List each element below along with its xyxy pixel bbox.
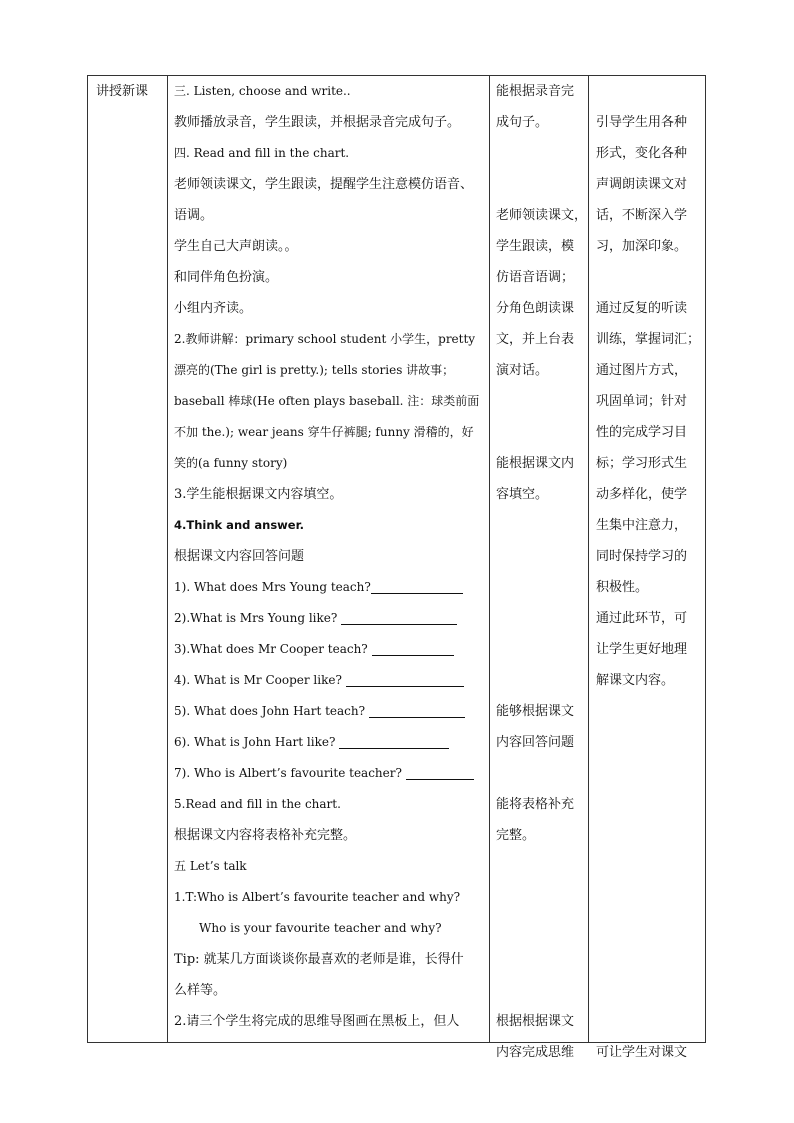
intent-line: 积极性。 — [596, 580, 649, 595]
content-line: 2.教师讲解：primary school student 小学生，pretty — [174, 332, 476, 346]
question-text: 3).What does Mr Cooper teach? — [174, 642, 368, 656]
intent-line: 话，不断深入学 — [596, 208, 688, 223]
content-line: 不加 the.); wear jeans 穿牛仔裤腿; funny 滑稽的，好 — [174, 425, 474, 439]
intent-line: 习，加深印象。 — [596, 239, 688, 254]
content-line: 学生自己大声朗读。。 — [174, 239, 298, 254]
question-line — [174, 572, 490, 603]
question-line — [174, 665, 490, 696]
intent-line: 形式，变化各种 — [596, 146, 688, 161]
content-line: 么样等。 — [174, 983, 227, 998]
question-text: 7). Who is Albert’s favourite teacher? — [174, 766, 402, 780]
intent-line: 通过图片方式， — [596, 363, 688, 378]
content-line: 和同伴角色扮演。 — [174, 270, 279, 285]
intent-line: 标；学习形式生 — [596, 456, 688, 471]
content-column — [174, 76, 490, 1037]
intent-line: 训练，掌握词汇； — [596, 332, 701, 347]
intent-line: 解课文内容。 — [596, 673, 675, 688]
intent-line: 巩固单词；针对 — [596, 394, 688, 409]
goal-line: 成句子。 — [496, 115, 549, 130]
content-line: 5.Read and fill in the chart. — [174, 797, 341, 811]
goal-line: 演对话。 — [496, 363, 549, 378]
question-text: 1). What does Mrs Young teach? — [174, 580, 371, 594]
question-line — [174, 634, 490, 665]
question-text: 4). What is Mr Cooper like? — [174, 673, 342, 687]
content-line: 根据课文内容将表格补充完整。 — [174, 828, 357, 843]
content-line: 教师播放录音，学生跟读，并根据录音完成句子。 — [174, 115, 461, 130]
question-text: 6). What is John Hart like? — [174, 735, 336, 749]
intent-line: 通过反复的听读 — [596, 301, 688, 316]
content-line: 五 Let’s talk — [174, 859, 247, 873]
content-line: 小组内齐读。 — [174, 301, 253, 316]
question-text: 5). What does John Hart teach? — [174, 704, 366, 718]
goal-line: 完整。 — [496, 828, 536, 843]
content-line: 老师领读课文，学生跟读，提醒学生注意模仿语音、 — [174, 177, 474, 192]
content-line: Tip: 就某几方面谈谈你最喜欢的老师是谁，长得什 — [174, 952, 464, 967]
content-line: 根据课文内容回答问题 — [174, 549, 305, 564]
question-text: 2).What is Mrs Young like? — [174, 611, 338, 625]
goal-line: 仿语音语调； — [496, 270, 575, 285]
goals-column — [496, 76, 588, 1068]
column-divider — [167, 76, 168, 1042]
intent-line: 同时保持学习的 — [596, 549, 688, 564]
section-label: 讲授新课 — [96, 84, 149, 99]
intent-line: 通过此环节，可 — [596, 611, 688, 626]
intent-line: 动多样化，使学 — [596, 487, 688, 502]
answer-blank — [346, 672, 464, 687]
content-line: 3.学生能根据课文内容填空。 — [174, 487, 343, 502]
question-line — [174, 758, 490, 789]
stage-column — [96, 76, 166, 107]
column-divider — [588, 76, 589, 1042]
answer-blank — [372, 641, 454, 656]
content-line: 笑的(a funny story) — [174, 456, 288, 470]
intent-line: 可让学生对课文 — [596, 1045, 688, 1060]
content-line: 四. Read and fill in the chart. — [174, 146, 350, 160]
content-line: 1.T:Who is Albert’s favourite teacher and why? — [174, 890, 461, 904]
goal-line: 根据根据课文 — [496, 1014, 575, 1029]
intent-line: 让学生更好地理 — [596, 642, 688, 657]
content-line: 4.Think and answer. — [174, 518, 304, 532]
content-line: 三. Listen, choose and write.. — [174, 84, 351, 98]
intent-line: 生集中注意力， — [596, 518, 688, 533]
goal-line: 内容完成思维 — [496, 1045, 575, 1060]
intent-line: 引导学生用各种 — [596, 115, 688, 130]
answer-blank — [369, 703, 465, 718]
goal-line: 容填空。 — [496, 487, 549, 502]
content-line: 2.请三个学生将完成的思维导图画在黑板上，但人 — [174, 1014, 460, 1029]
goal-line: 能够根据课文 — [496, 704, 575, 719]
goal-line: 能将表格补充 — [496, 797, 575, 812]
goal-line: 文，并上台表 — [496, 332, 575, 347]
question-line — [174, 727, 490, 758]
intent-column — [596, 76, 704, 1068]
content-line: 语调。 — [174, 208, 214, 223]
intent-line: 声调朗读课文对 — [596, 177, 688, 192]
answer-blank — [341, 610, 457, 625]
goal-line: 学生跟读，模 — [496, 239, 575, 254]
content-line: 漂亮的(The girl is pretty.); tells stories 讲故事； — [174, 363, 455, 377]
question-line — [174, 696, 490, 727]
answer-blank — [371, 579, 463, 594]
answer-blank — [339, 734, 449, 749]
intent-line: 性的完成学习目 — [596, 425, 688, 440]
content-line: Who is your favourite teacher and why? — [199, 921, 442, 935]
goal-line: 能根据录音完 — [496, 84, 575, 99]
question-line — [174, 603, 490, 634]
goal-line: 内容回答问题 — [496, 735, 575, 750]
goal-line: 老师领读课文， — [496, 208, 588, 223]
lesson-plan-table — [87, 75, 706, 1060]
content-line: baseball 棒球(He often plays baseball. 注：球类前面 — [174, 394, 480, 408]
goal-line: 能根据课文内 — [496, 456, 575, 471]
goal-line: 分角色朗读课 — [496, 301, 575, 316]
answer-blank — [406, 765, 474, 780]
